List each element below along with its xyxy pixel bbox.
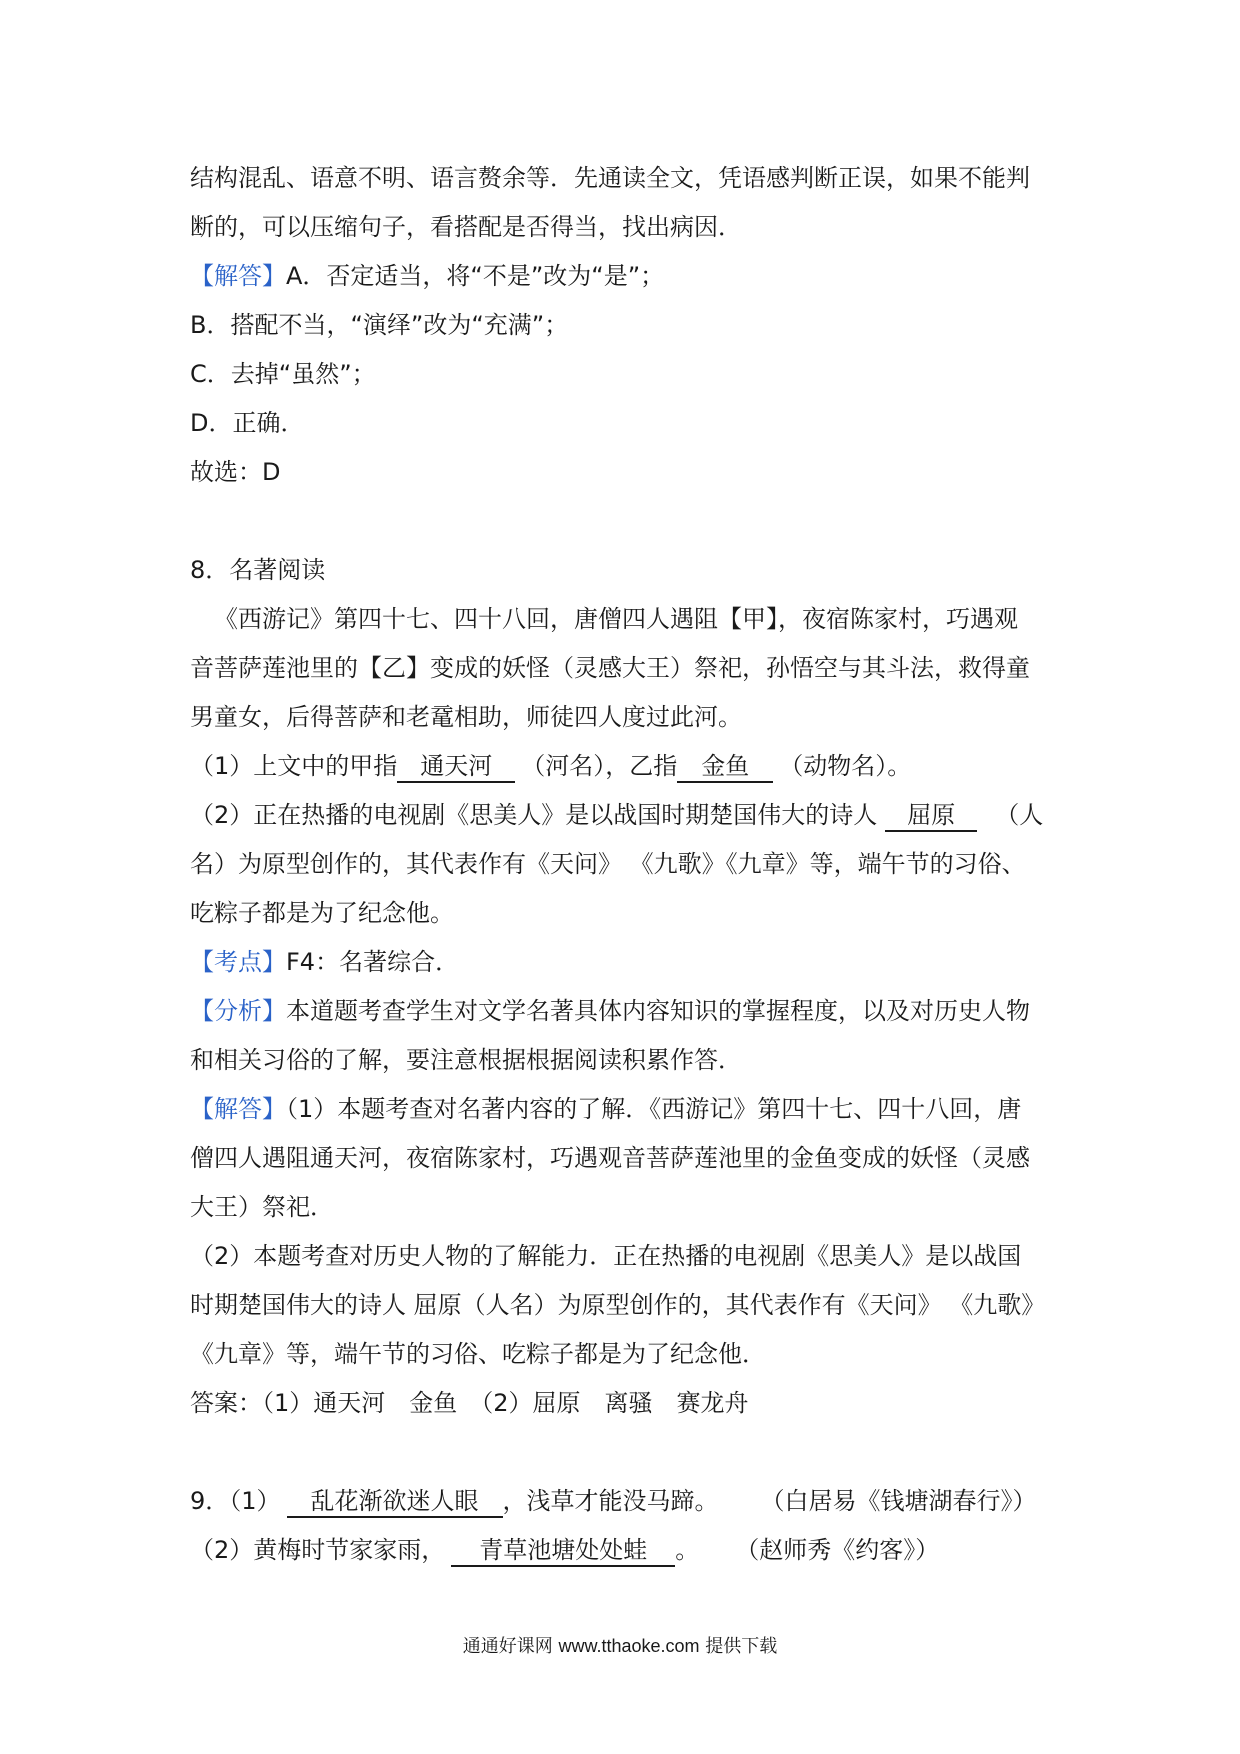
answer-choice: 故选：D [190,458,281,486]
footer-suffix: 提供下载 [705,1636,778,1657]
jieda-line [190,1085,1060,1134]
blank-answer: 金鱼 [677,751,773,783]
text: 。 [675,1536,700,1564]
text: （河名），乙指 [521,752,678,780]
blank-answer: 乱花渐欲迷人眼 [287,1486,503,1518]
question-8-passage: 音菩萨莲池里的【乙】变成的妖怪（灵感大王）祭祀，孙悟空与其斗法，救得童 [190,654,1030,682]
source-citation: （赵师秀《约客》） [735,1536,940,1564]
answer-option-a: A．否定适当，将“不是”改为“是”； [286,262,665,290]
answer-line [190,252,1060,301]
answer-option-b: B．搭配不当，“演绎”改为“充满”； [190,311,569,339]
text-line: 大王）祭祀． [190,1193,334,1221]
text-line: 时期楚国伟大的诗人 屈原（人名）为原型创作的，其代表作有《天问》 《九歌》 [190,1291,1046,1319]
text: （1）上文中的甲指 [190,752,398,780]
text-line: 断的，可以压缩句子，看搭配是否得当，找出病因． [190,213,742,241]
text: 9．（1） [190,1487,281,1515]
blank-answer: 屈原 [885,800,977,832]
page-footer [0,1633,1240,1660]
text: ，浅草才能没马蹄。 [502,1487,719,1515]
question-8-sub-1 [190,742,1060,791]
kaodian-text: F4：名著综合． [286,948,460,976]
fenxi-text: 本道题考查学生对文学名著具体内容知识的掌握程度，以及对历史人物 [286,997,1030,1025]
text-line: 吃粽子都是为了纪念他。 [190,899,454,927]
fenxi-line [190,987,1060,1036]
footer-url-link[interactable]: www.tthaoke.com [558,1636,700,1656]
text-line: 结构混乱、语意不明、语言赘余等．先通读全文，凭语感判断正误，如果不能判 [190,164,1030,192]
text-line: 僧四人遇阻通天河，夜宿陈家村，巧遇观音菩萨莲池里的金鱼变成的妖怪（灵感 [190,1144,1030,1172]
text: （2）正在热播的电视剧《思美人》是以战国时期楚国伟大的诗人 [190,801,878,829]
question-8-title: 8．名著阅读 [190,556,326,584]
jieda-text: （1）本题考查对名著内容的了解．《西游记》第四十七、四十八回，唐 [286,1095,1022,1123]
question-8-passage: 男童女，后得菩萨和老鼋相助，师徒四人度过此河。 [190,703,742,731]
kaodian-tag: 【考点】 [190,948,286,976]
blank-answer: 青草池塘处处蛙 [451,1535,675,1567]
spacer [190,1428,1060,1477]
jieda-tag: 【解答】 [190,1095,286,1123]
question-8-passage: 《西游记》第四十七、四十八回，唐僧四人遇阻【甲】，夜宿陈家村，巧遇观 [214,605,1018,633]
footer-site-name: 通通好课网 [462,1636,553,1657]
text-line: 和相关习俗的了解，要注意根据根据阅读积累作答． [190,1046,742,1074]
text: （动物名）。 [779,752,912,780]
kaodian-line [190,938,1060,987]
answer-tag: 【解答】 [190,262,286,290]
answer-option-d: D．正确． [190,409,305,437]
blank-answer: 通天河 [397,751,515,783]
question-9-line-2 [190,1526,1060,1575]
spacer [190,497,1060,546]
question-9-line-1 [190,1477,1060,1526]
text: （人 [995,801,1044,829]
document-body [190,154,1060,1575]
text-line: 《九章》等，端午节的习俗、吃粽子都是为了纪念他． [190,1340,766,1368]
text-line: 名）为原型创作的，其代表作有《天问》 《九歌》《九章》等，端午节的习俗、 [190,850,1026,878]
answer-option-c: C．去掉“虽然”； [190,360,376,388]
source-citation: （白居易《钱塘湖春行》） [760,1487,1037,1515]
question-8-sub-2 [190,791,1060,840]
text: （2）黄梅时节家家雨， [190,1536,446,1564]
text-line: （2）本题考查对历史人物的了解能力．正在热播的电视剧《思美人》是以战国 [190,1242,1022,1270]
answer-summary: 答案：（1）通天河 金鱼 （2）屈原 离骚 赛龙舟 [190,1389,749,1417]
fenxi-tag: 【分析】 [190,997,286,1025]
